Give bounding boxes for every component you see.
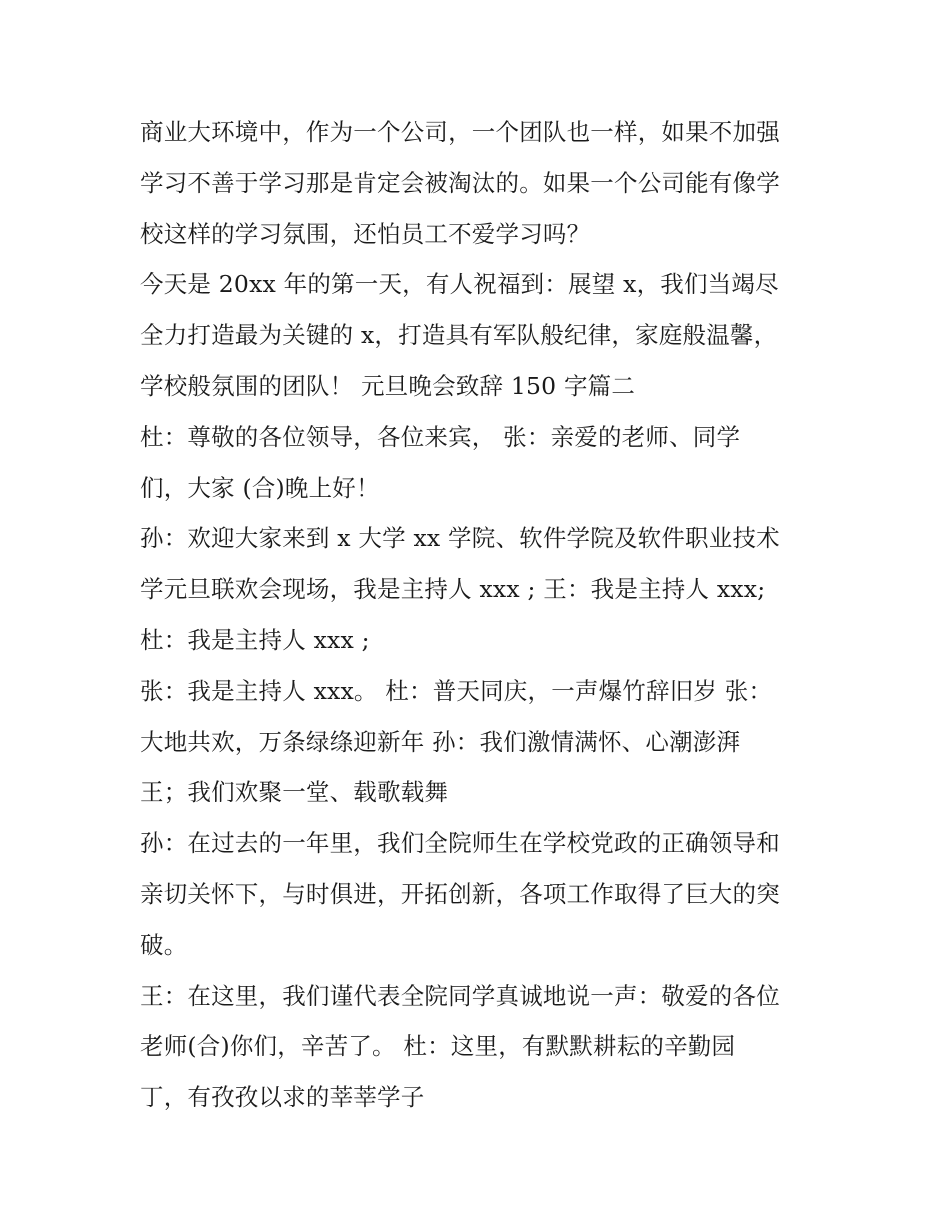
text-line: 学校般氛围的团队！ 元旦晚会致辞 150 字篇二 — [140, 371, 636, 400]
text-line: 今天是 20xx 年的第一天，有人祝福到：展望 x，我们当竭尽 — [140, 270, 779, 299]
text-line: 大地共欢，万条绿绦迎新年 孙：我们激情满怀、心潮澎湃 — [140, 727, 741, 756]
text-line: 老师(合)你们，辛苦了。 杜：这里，有默默耕耘的辛勤园 — [140, 1032, 736, 1061]
text-line: 孙：欢迎大家来到 x 大学 xx 学院、软件学院及软件职业技术 — [140, 524, 780, 553]
text-line: 王；我们欢聚一堂、载歌载舞 — [140, 778, 449, 807]
text-line: 学元旦联欢会现场，我是主持人 xxx ; 王：我是主持人 xxx; — [140, 575, 766, 604]
text-line: 张：我是主持人 xxx。 杜：普天同庆，一声爆竹辞旧岁 张： — [140, 676, 773, 705]
text-line: 孙：在过去的一年里，我们全院师生在学校党政的正确领导和 — [140, 829, 780, 858]
text-line: 杜：我是主持人 xxx ; — [140, 625, 370, 654]
text-line: 杜：尊敬的各位领导，各位来宾， 张：亲爱的老师、同学 — [140, 422, 741, 451]
text-line: 全力打造最为关键的 x，打造具有军队般纪律，家庭般温馨， — [140, 321, 778, 350]
text-line: 商业大环境中，作为一个公司，一个团队也一样，如果不加强 — [140, 118, 780, 146]
text-line: 学习不善于学习那是肯定会被淘汰的。如果一个公司能有像学 — [140, 168, 780, 197]
text-line: 王：在这里，我们谨代表全院同学真诚地说一声：敬爱的各位 — [140, 981, 780, 1010]
text-line: 破。 — [140, 930, 188, 959]
text-line: 校这样的学习氛围，还怕员工不爱学习吗？ — [140, 219, 591, 248]
text-line: 亲切关怀下，与时俱进，开拓创新，各项工作取得了巨大的突 — [140, 879, 780, 908]
text-line: 们，大家 (合)晚上好！ — [140, 473, 380, 502]
text-line: 丁，有孜孜以求的莘莘学子 — [140, 1083, 425, 1112]
body-text — [140, 107, 830, 1123]
